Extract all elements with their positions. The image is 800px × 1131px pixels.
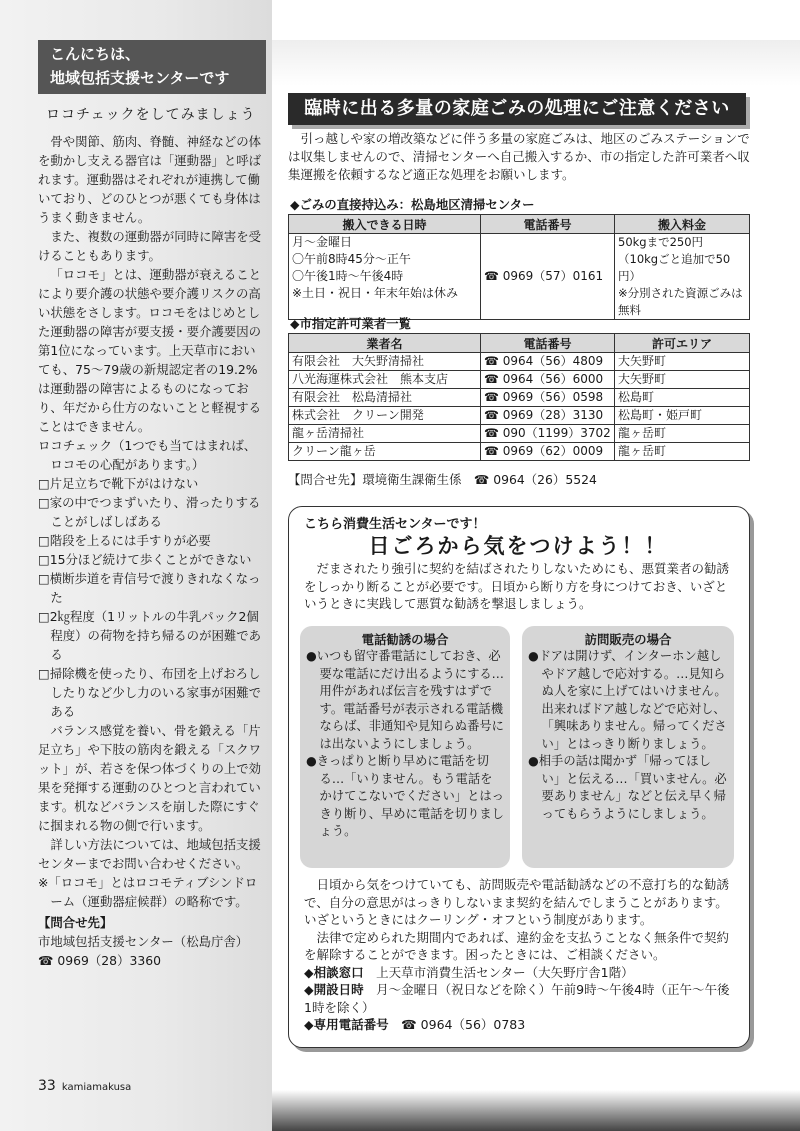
table-row	[289, 425, 750, 443]
left-column	[38, 40, 266, 970]
vendor-phone: ☎ 0964（56）4809	[481, 353, 615, 371]
vendor-phone: ☎ 0969（62）0009	[481, 443, 615, 461]
paragraph: 「ロコモ」とは、運動器が衰えることにより要介護の状態や要介護リスクの高い状態をさします。ロコモをはじめとした運動器の障害が要支援・要介護要因の第1位になっています。上天草市においても、75～79歳の新規認定者の19.2%は運動器の障害によるものになっており、年だから仕方のないことと軽視することはできません。	[38, 267, 262, 434]
check-item: □2㎏程度（1リットルの牛乳パック2個程度）の荷物を持ち帰るのが困難である	[38, 609, 262, 662]
center-header-line2: 地域包括支援センターです	[50, 69, 230, 87]
vendor-area: 松島町・姫戸町	[615, 407, 750, 425]
table-row	[289, 443, 750, 461]
garbage-contact: 【問合せ先】環境衛生課衛生係 ☎ 0964（26）5524	[288, 472, 597, 487]
dedicated-phone-value: ☎ 0964（56）0783	[401, 1017, 526, 1032]
direct-heading: ◆ごみの直接持込み：松島地区清掃センター	[290, 197, 535, 212]
check-item: □横断歩道を青信号で渡りきれなくなった	[38, 571, 261, 605]
table-row	[289, 407, 750, 425]
vendor-table	[288, 333, 750, 461]
vendor-heading: ◆市指定許可業者一覧	[290, 316, 412, 331]
table-row	[289, 389, 750, 407]
open-hours-value: 月～金曜日（祝日などを除く）午前9時～午後4時（正午～午後1時を除く）	[304, 982, 730, 1015]
door-to-door-panel	[522, 626, 734, 868]
phone-panel-heading: 電話勧誘の場合	[361, 632, 449, 647]
phone-solicitation-panel	[300, 626, 510, 868]
loco-check-title: ロコチェックをしてみましょう	[46, 107, 256, 123]
contact-org: 市地域包括支援センター（松島庁舎）	[38, 934, 249, 949]
dedicated-phone	[304, 1016, 736, 1034]
check-item: □片足立ちで靴下がはけない	[38, 476, 199, 491]
consumer-footer	[304, 876, 736, 1034]
table-header: 許可エリア	[615, 334, 750, 353]
vendor-name: 八光海運株式会社 熊本支店	[289, 371, 481, 389]
dedicated-phone-label: ◆専用電話番号	[304, 1017, 389, 1032]
direct-days: 月～金曜日 〇午前8時45分～正午 〇午後1時～午後4時 ※土日・祝日・年末年始は休み	[289, 234, 481, 320]
garbage-title: 臨時に出る多量の家庭ごみの処理にご注意ください	[288, 93, 746, 125]
vendor-phone: ☎ 0969（56）0598	[481, 389, 615, 407]
visit-bullet: ●ドアは開けず、インターホン越しやドア越しで応対する。…見知らぬ人を家に上げてはいけません。出来ればドア越しなどで応対し、「興味ありません。帰ってください」とはっきり断りましょう。	[528, 649, 727, 751]
direct-phone: ☎ 0969（57）0161	[481, 234, 615, 320]
footer-brand: kamiamakusa	[61, 1082, 132, 1093]
center-header-line1: こんにちは、	[50, 45, 141, 63]
paragraph: 骨や関節、筋肉、脊髄、神経などの体を動かし支える器官は「運動器」と呼ばれます。運動器はそれぞれが連携して働いており、どのひとつが悪くても身体はうまく動きません。	[38, 134, 262, 225]
vendor-name: 有限会社 大矢野清掃社	[289, 353, 481, 371]
paragraph: バランス感覚を養い、骨を鍛える「片足立ち」や下肢の筋肉を鍛える「スクワット」が、若さを保つ体づくりの上で効果を発揮する運動のひとつと言われています。机などバランスを崩した際にすぐに掴まれる物の側で行います。	[38, 723, 262, 833]
check-item: □掃除機を使ったり、布団を上げおろししたりなど少し力のいる家事が困難である	[38, 666, 262, 719]
vendor-phone: ☎ 090（1199）3702	[481, 425, 615, 443]
vendor-phone: ☎ 0964（56）6000	[481, 371, 615, 389]
contact-heading: 【問合せ先】	[38, 915, 113, 930]
check-item: □階段を上るには手すりが必要	[38, 533, 211, 548]
table-header: 搬入料金	[615, 215, 750, 234]
check-intro: ロコチェック（1つでも当てはまれば、ロコモの心配があります。）	[38, 438, 257, 472]
table-header: 電話番号	[481, 215, 615, 234]
visit-bullet: ●相手の話は聞かず「帰ってほしい」と伝える…「買いません。必要ありません」などと伝え早く帰ってもらうようにしましょう。	[528, 754, 727, 821]
consumer-subtitle: こちら消費生活センターです！	[304, 517, 486, 532]
vendor-area: 松島町	[615, 389, 750, 407]
vendor-area: 大矢野町	[615, 353, 750, 371]
vendor-phone: ☎ 0969（28）3130	[481, 407, 615, 425]
page-number: 33	[38, 1078, 56, 1094]
table-row	[289, 371, 750, 389]
vendor-name: クリーン龍ヶ岳	[289, 443, 481, 461]
vendor-name: 株式会社 クリーン開発	[289, 407, 481, 425]
paragraph: 詳しい方法については、地域包括支援センターまでお問い合わせください。	[38, 837, 261, 871]
table-header: 業者名	[289, 334, 481, 353]
consumer-outro: 法律で定められた期間内であれば、違約金を支払うことなく無条件で契約を解除することができます。困ったときには、ご相談ください。	[304, 929, 730, 962]
consult-window	[304, 964, 736, 982]
table-header: 電話番号	[481, 334, 615, 353]
vendor-name: 有限会社 松島清掃社	[289, 389, 481, 407]
consumer-outro: 日頃から気をつけていても、訪問販売や電話勧誘などの不意打ち的な勧誘で、自分の意思がはっきりしないまま契約を結んでしまうことがあります。いざというときにはクーリング・オフという制度があります。	[304, 877, 730, 927]
consult-window-label: ◆相談窓口	[304, 964, 364, 980]
phone-bullet: ●いつも留守番電話にしておき、必要な電話にだけ出るようにする…用件があれば伝言を残すはずです。電話番号が表示される電話機ならば、非通知や見知らぬ番号には出ないようにしましょう。	[306, 649, 504, 751]
check-item: □15分ほど続けて歩くことができない	[38, 552, 252, 567]
page-footer	[38, 1078, 131, 1094]
open-hours-label: ◆開設日時	[304, 982, 364, 997]
consumer-intro: だまされたり強引に契約を結ばされたりしないためにも、悪質業者の勧誘をしっかり断ることが必要です。日頃から断り方を身につけておき、いざというときに実践して悪質な勧誘を撃退しましょう。	[304, 561, 730, 611]
loco-note: ※「ロコモ」とはロコモティブシンドローム（運動器症候群）の略称です。	[38, 875, 258, 909]
table-row	[289, 353, 750, 371]
center-header	[38, 40, 266, 94]
contact-phone: ☎ 0969（28）3360	[38, 953, 161, 968]
direct-fee: 50kgまで250円 （10kgごと追加で50円） ※分別された資源ごみは無料	[615, 234, 750, 320]
consumer-title: 日ごろから気をつけよう！！	[368, 534, 668, 558]
vendor-area: 龍ヶ岳町	[615, 425, 750, 443]
bottom-band	[272, 1090, 800, 1131]
vendor-area: 大矢野町	[615, 371, 750, 389]
phone-bullet: ●きっぱりと断り早めに電話を切る…「いりません。もう電話をかけてこないでください」とはっきり断り、早めに電話を切りましょう。	[306, 754, 504, 838]
top-band	[272, 40, 800, 86]
visit-panel-heading: 訪問販売の場合	[584, 632, 672, 647]
consult-window-value: 上天草市消費生活センター（大矢野庁舎1階）	[376, 964, 634, 980]
vendor-name: 龍ヶ岳清掃社	[289, 425, 481, 443]
vendor-area: 龍ヶ岳町	[615, 443, 750, 461]
direct-table	[288, 214, 750, 320]
table-header: 搬入できる日時	[289, 215, 481, 234]
check-item: □家の中でつまずいたり、滑ったりすることがしばしばある	[38, 495, 261, 529]
open-hours	[304, 981, 736, 1016]
paragraph: また、複数の運動器が同時に障害を受けることもあります。	[38, 229, 262, 263]
garbage-intro: 引っ越しや家の増改築などに伴う多量の家庭ごみは、地区のごみステーションでは収集しませんので、清掃センターへ自己搬入するか、市の指定した許可業者へ収集運搬を依頼するなど適正な処理をお願いします。	[288, 131, 750, 182]
